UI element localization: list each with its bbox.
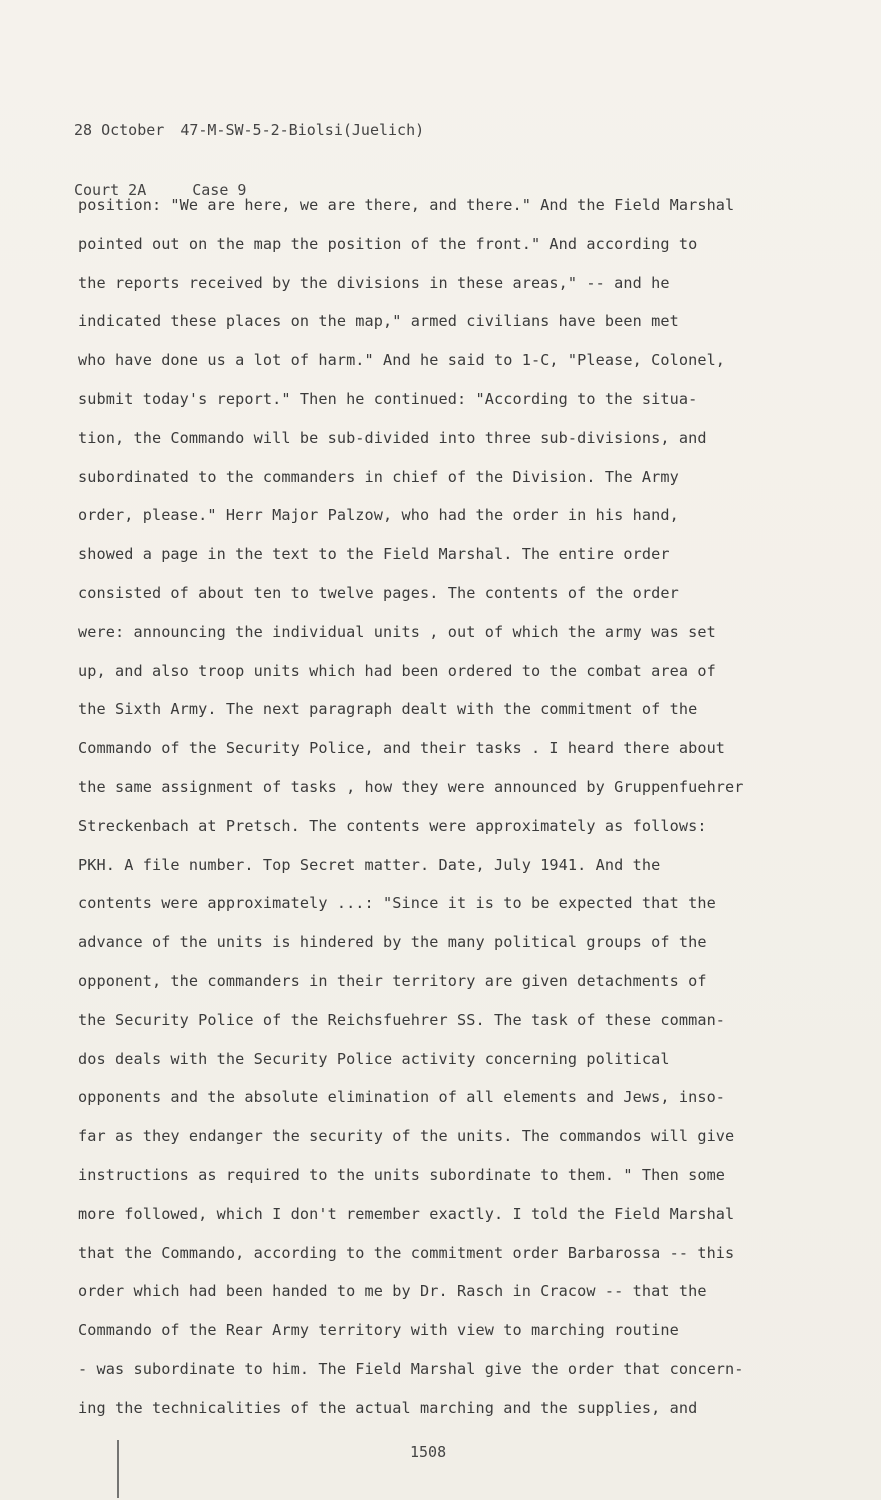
- transcript-line: who have done us a lot of harm." And he said to 1-C, "Please, Colonel,: [78, 351, 726, 370]
- transcript-line: tion, the Commando will be sub-divided into three sub-divisions, and: [78, 428, 707, 447]
- transcript-line: that the Commando, according to the commitment order Barbarossa -- this: [78, 1243, 735, 1262]
- transcript-line: Streckenbach at Pretsch. The contents were approximately as follows:: [78, 816, 707, 835]
- transcript-line: Commando of the Rear Army territory with view to marching routine: [78, 1321, 679, 1340]
- header-case: Case 9: [192, 181, 247, 199]
- header-row-1: [74, 120, 424, 140]
- transcript-line: the Sixth Army. The next paragraph dealt with the commitment of the: [78, 700, 698, 719]
- transcript-line: the same assignment of tasks , how they were announced by Gruppenfuehrer: [78, 777, 744, 796]
- transcript-line: order which had been handed to me by Dr. Rasch in Cracow -- that the: [78, 1282, 707, 1301]
- transcript-line: submit today's report." Then he continued: "According to the situa-: [78, 389, 698, 408]
- page-number: 1508: [410, 1443, 447, 1461]
- transcript-line: instructions as required to the units subordinate to them. " Then some: [78, 1165, 726, 1184]
- transcript-line: ing the technicalities of the actual marching and the supplies, and: [78, 1398, 698, 1417]
- transcript-line: PKH. A file number. Top Secret matter. Date, July 1941. And the: [78, 855, 661, 874]
- transcript-line: up, and also troop units which had been ordered to the combat area of: [78, 661, 716, 680]
- transcript-line: far as they endanger the security of the units. The commandos will give: [78, 1127, 735, 1146]
- transcript-line: pointed out on the map the position of the front." And according to: [78, 234, 698, 253]
- margin-pencil-mark: [117, 1440, 119, 1498]
- transcript-line: indicated these places on the map," armed civilians have been met: [78, 312, 679, 331]
- transcript-body: [78, 193, 798, 1435]
- transcript-line: - was subordinate to him. The Field Marshal give the order that concern-: [78, 1359, 744, 1378]
- transcript-line: opponents and the absolute elimination of all elements and Jews, inso-: [78, 1088, 726, 1107]
- header-date: 28 October: [74, 121, 165, 139]
- transcript-line: the Security Police of the Reichsfuehrer SS. The task of these comman-: [78, 1010, 726, 1029]
- transcript-line: advance of the units is hindered by the many political groups of the: [78, 933, 707, 952]
- transcript-line: more followed, which I don't remember exactly. I told the Field Marshal: [78, 1204, 735, 1223]
- transcript-line: were: announcing the individual units , out of which the army was set: [78, 622, 716, 641]
- transcript-line: Commando of the Security Police, and their tasks . I heard there about: [78, 739, 726, 758]
- transcript-line: contents were approximately ...: "Since it is to be expected that the: [78, 894, 716, 913]
- transcript-line: position: "We are here, we are there, and there." And the Field Marshal: [78, 196, 735, 214]
- transcript-line: showed a page in the text to the Field Marshal. The entire order: [78, 545, 670, 564]
- transcript-line: dos deals with the Security Police activity concerning political: [78, 1049, 670, 1068]
- header-doc-id: 47-M-SW-5-2-Biolsi(Juelich): [180, 121, 425, 139]
- transcript-line: the reports received by the divisions in these areas," -- and he: [78, 273, 670, 292]
- transcript-line: subordinated to the commanders in chief of the Division. The Army: [78, 467, 679, 486]
- header-court: Court 2A: [74, 181, 147, 199]
- transcript-line: opponent, the commanders in their territory are given detachments of: [78, 971, 707, 990]
- transcript-line: consisted of about ten to twelve pages. The contents of the order: [78, 583, 679, 602]
- transcript-line: order, please." Herr Major Palzow, who had the order in his hand,: [78, 506, 679, 525]
